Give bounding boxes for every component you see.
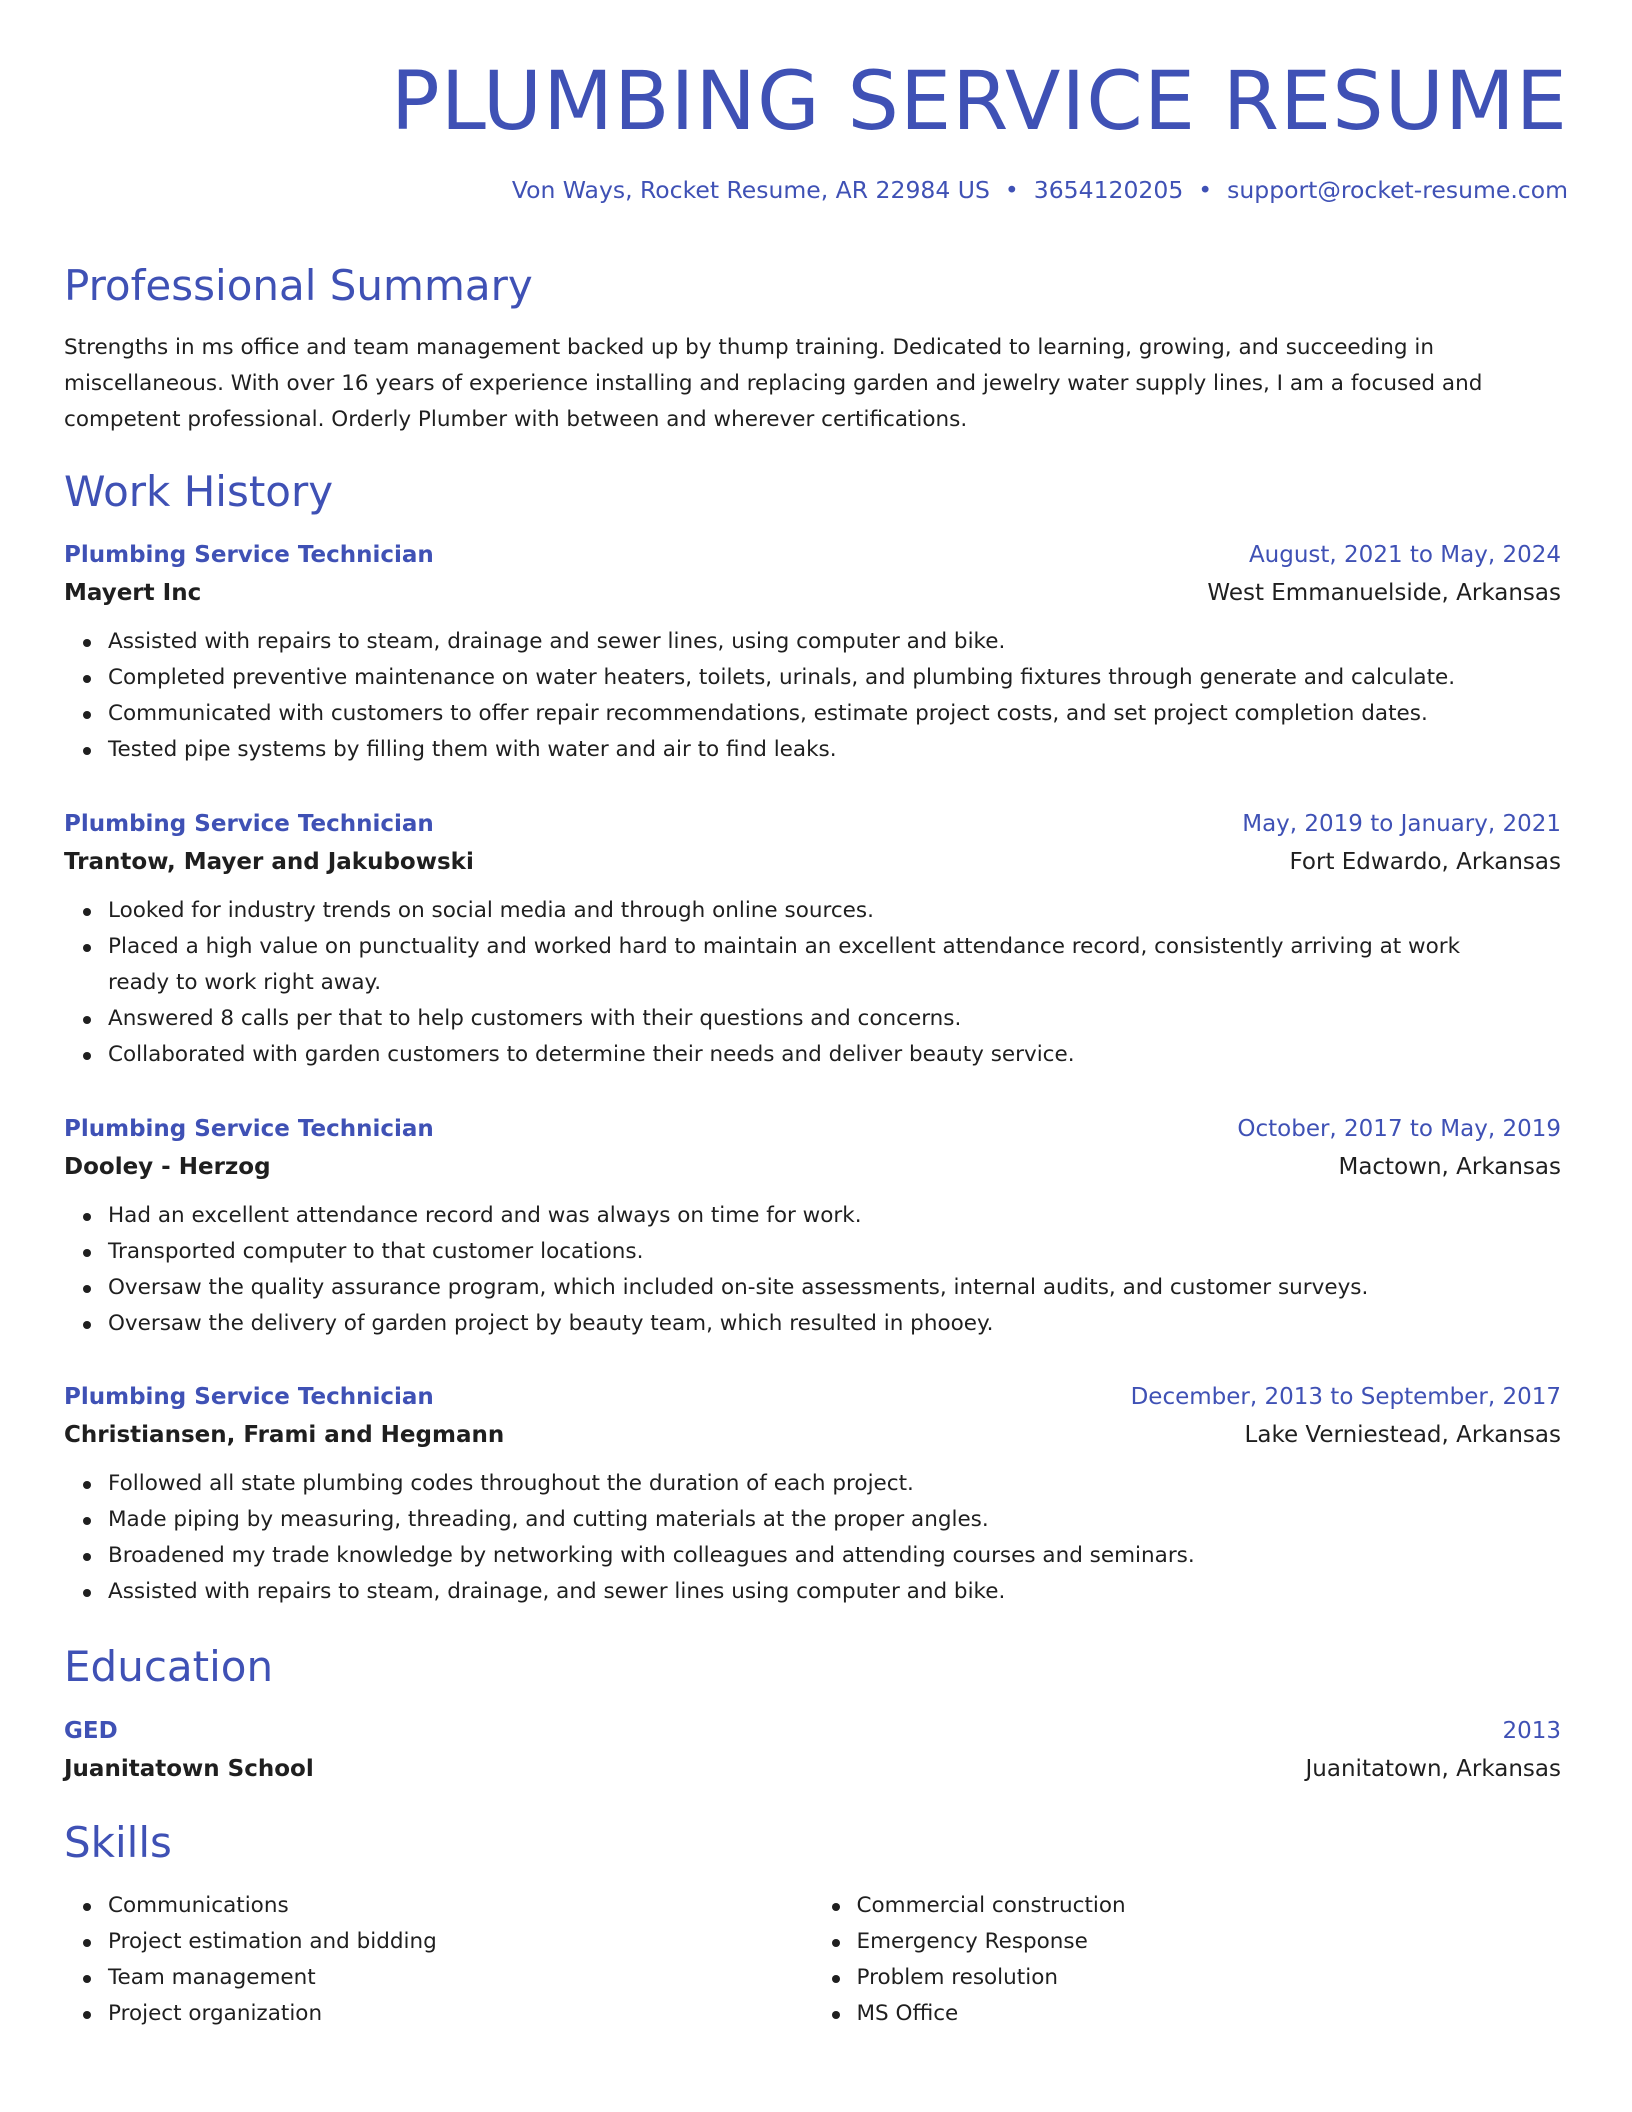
- bullet-item: Tested pipe systems by filling them with water and air to find leaks.: [108, 732, 1561, 768]
- company-name: Christiansen, Frami and Hegmann: [64, 1422, 505, 1448]
- job-entry: [64, 1378, 1561, 1610]
- skill-item: Communications: [108, 1888, 813, 1924]
- job-location: Lake Verniestead, Arkansas: [1244, 1422, 1561, 1448]
- job-bullets: [64, 893, 1561, 1073]
- skills-columns: [64, 1888, 1561, 2032]
- contact-address: Von Ways, Rocket Resume, AR 22984 US: [511, 176, 990, 204]
- job-dates: October, 2017 to May, 2019: [1237, 1116, 1561, 1142]
- company-name: Dooley - Herzog: [64, 1154, 271, 1180]
- bullet-item: Placed a high value on punctuality and worked hard to maintain an excellent attendance record, consistently arriving at work ready to work right away.: [108, 929, 1561, 1001]
- skill-item: Project estimation and bidding: [108, 1924, 813, 1960]
- company-name: Mayert Inc: [64, 580, 202, 606]
- contact-separator: •: [1004, 176, 1019, 204]
- job-title: Plumbing Service Technician: [64, 542, 434, 568]
- contact-line: [512, 176, 1568, 204]
- bullet-item: Followed all state plumbing codes throughout the duration of each project.: [108, 1466, 1561, 1502]
- bullet-item: Broadened my trade knowledge by networking with colleagues and attending courses and seminars.: [108, 1538, 1561, 1574]
- job-dates: May, 2019 to January, 2021: [1242, 811, 1561, 837]
- job-location: Fort Edwardo, Arkansas: [1289, 849, 1561, 875]
- skills-right-column: [813, 1888, 1562, 2032]
- skill-item: Problem resolution: [857, 1960, 1562, 1996]
- bullet-item: Collaborated with garden customers to determine their needs and deliver beauty service.: [108, 1037, 1561, 1073]
- job-dates: December, 2013 to September, 2017: [1130, 1384, 1561, 1410]
- job-bullets: [64, 1466, 1561, 1610]
- job-title: Plumbing Service Technician: [64, 1384, 434, 1410]
- contact-phone[interactable]: 3654120205: [1033, 176, 1184, 204]
- resume-title: PLUMBING SERVICE RESUME: [390, 55, 1568, 149]
- summary-heading: Professional Summary: [64, 261, 533, 310]
- company-name: Trantow, Mayer and Jakubowski: [64, 849, 474, 875]
- skill-item: Project organization: [108, 1996, 813, 2032]
- bullet-item: Oversaw the delivery of garden project by beauty team, which resulted in phooey.: [108, 1306, 1561, 1342]
- school-name: Juanitatown School: [64, 1756, 314, 1782]
- skill-item: Commercial construction: [857, 1888, 1562, 1924]
- bullet-item: Oversaw the quality assurance program, which included on-site assessments, internal audits, and customer surveys.: [108, 1270, 1561, 1306]
- bullet-item: Looked for industry trends on social media and through online sources.: [108, 893, 1561, 929]
- education-heading: Education: [64, 1642, 274, 1691]
- bullet-item: Completed preventive maintenance on water heaters, toilets, urinals, and plumbing fixtures through generate and calculate.: [108, 660, 1561, 696]
- education-entry: [64, 1712, 1561, 1788]
- job-entry: [64, 805, 1561, 1073]
- skill-item: Emergency Response: [857, 1924, 1562, 1960]
- bullet-item: Transported computer to that customer locations.: [108, 1234, 1561, 1270]
- bullet-item: Made piping by measuring, threading, and cutting materials at the proper angles.: [108, 1502, 1561, 1538]
- job-location: West Emmanuelside, Arkansas: [1207, 580, 1561, 606]
- job-dates: August, 2021 to May, 2024: [1248, 542, 1561, 568]
- skill-item: MS Office: [857, 1996, 1562, 2032]
- school-location: Juanitatown, Arkansas: [1305, 1756, 1561, 1782]
- job-entry: [64, 1110, 1561, 1342]
- summary-text: Strengths in ms office and team management backed up by thump training. Dedicated to learning, growing, and succeeding in miscellaneous. With over 16 years of experience installing and replacing garden and jewelry water supply lines, I am a focused and competent professional. Orderly Plumber with between and wherever certifications.: [64, 335, 1483, 432]
- education-year: 2013: [1502, 1718, 1561, 1744]
- skills-left-column: [64, 1888, 813, 2032]
- contact-separator: •: [1198, 176, 1213, 204]
- job-bullets: [64, 1198, 1561, 1342]
- work-history-heading: Work History: [64, 467, 334, 516]
- job-entry: [64, 536, 1561, 768]
- bullet-item: Answered 8 calls per that to help customers with their questions and concerns.: [108, 1001, 1561, 1037]
- bullet-item: Had an excellent attendance record and was always on time for work.: [108, 1198, 1561, 1234]
- job-title: Plumbing Service Technician: [64, 811, 434, 837]
- job-title: Plumbing Service Technician: [64, 1116, 434, 1142]
- job-bullets: [64, 624, 1561, 768]
- job-location: Mactown, Arkansas: [1338, 1154, 1561, 1180]
- bullet-item: Assisted with repairs to steam, drainage, and sewer lines using computer and bike.: [108, 1574, 1561, 1610]
- bullet-item: Assisted with repairs to steam, drainage and sewer lines, using computer and bike.: [108, 624, 1561, 660]
- skill-item: Team management: [108, 1960, 813, 1996]
- contact-email[interactable]: support@rocket-resume.com: [1227, 176, 1568, 204]
- skills-heading: Skills: [64, 1818, 172, 1867]
- bullet-item: Communicated with customers to offer repair recommendations, estimate project costs, and set project completion dates.: [108, 696, 1561, 732]
- degree: GED: [64, 1718, 118, 1744]
